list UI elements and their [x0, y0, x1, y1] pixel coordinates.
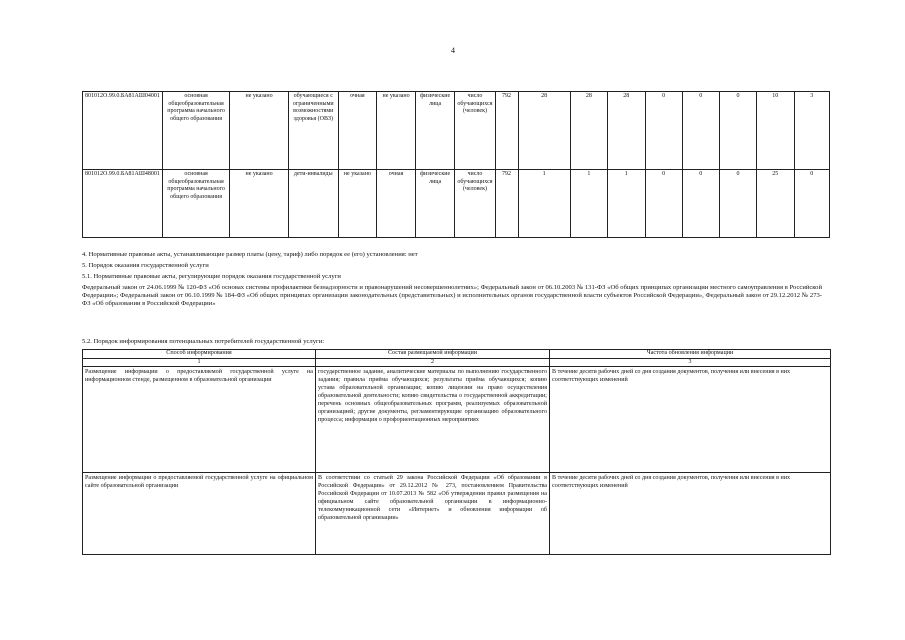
table-cell: не указано — [230, 170, 289, 238]
column-number: 2 — [316, 358, 550, 367]
table-cell: основная общеобразовательная программа начального общего образования — [162, 170, 229, 238]
method-cell: Размещение информации о предоставляемой государственной услуге на официальном сайте образовательной организации — [83, 473, 316, 555]
services-volume-table — [82, 91, 830, 238]
section-4-text: 4. Нормативные правовые акты, устанавливающие размер платы (цену, тариф) либо порядок ее (его) установления: нет — [82, 251, 418, 258]
table-cell: 0 — [645, 170, 682, 238]
frequency-cell: В течение десяти рабочих дней со дня создания документов, получения или внесения в них соответствующих изменений — [550, 473, 831, 555]
table-cell: 792 — [495, 92, 518, 170]
table-header-row — [83, 350, 831, 359]
content-cell: В соответствии со статьей 29 закона Российской Федерации «Об образовании в Российской Федерации» от 29.12.2012 № 273, постановлением Правительства Российской Федерации от 10.07.2013 № 582 «Об утверждении правил размещения на официальном сайте образовательной организации в информационно-телекоммуникационной сети «Интернет» и обновления информации об образовательной организации» — [316, 473, 550, 555]
table-cell: 28 — [570, 92, 607, 170]
table-cell: 3 — [794, 92, 829, 170]
table-cell: 10 — [757, 92, 794, 170]
section-5-2-heading: 5.2. Порядок информирования потенциальных потребителей государственной услуги: — [82, 338, 325, 345]
table-cell: 0 — [682, 92, 719, 170]
table-cell: 792 — [495, 170, 518, 238]
column-header: Состав размещаемой информации — [316, 350, 550, 359]
table-cell: 1 — [570, 170, 607, 238]
table-cell: обучающиеся с ограниченными возможностями здоровья (ОВЗ) — [288, 92, 338, 170]
column-header: Способ информирования — [83, 350, 316, 359]
column-number: 1 — [83, 358, 316, 367]
table-cell: 0 — [719, 92, 756, 170]
informing-table — [82, 349, 831, 555]
table-cell: число обучающихся (человек) — [455, 170, 495, 238]
table-cell: очная — [338, 92, 377, 170]
laws-paragraph: Федеральный закон от 24.06.1999 № 120-ФЗ «Об основах системы профилактики безнадзорности и правонарушений несовершеннолетних»; Федеральный закон от 06.10.2003 № 131-ФЗ «Об общих принципах организации местного самоуправления в Российской Федерации»; Федеральный закон от 06.10.1999 № 184-ФЗ «Об общих принципах организации законодательных (представительных) и исполнительных органов государственной власти субъектов Российской Федерации», Федеральный закон от 29.12.2012 № 273-ФЗ «Об образовании в Российской Федерации» — [82, 284, 822, 308]
table-cell: 25 — [757, 170, 794, 238]
table-row — [83, 367, 831, 473]
page-number: 4 — [451, 46, 455, 55]
table-row — [83, 92, 830, 170]
table-row — [83, 170, 830, 238]
frequency-cell: В течение десяти рабочих дней со дня создания документов, получения или внесения в них соответствующих изменений — [550, 367, 831, 473]
table-cell: число обучающихся (человек) — [455, 92, 495, 170]
table-cell: дети-инвалиды — [288, 170, 338, 238]
table-cell: 1 — [608, 170, 645, 238]
table-cell: 0 — [645, 92, 682, 170]
table-cell: 0 — [719, 170, 756, 238]
section-5-1-heading: 5.1. Нормативные правовые акты, регулирующие порядок оказания государственной услуги — [82, 273, 341, 280]
table-cell: физические лица — [415, 170, 455, 238]
column-number: 3 — [550, 358, 831, 367]
table-cell: 0 — [682, 170, 719, 238]
table-cell: 801012О.99.0.БА81АШ48001 — [83, 170, 163, 238]
method-cell: Размещение информации о предоставляемой государственной услуге на информационном стенде, размещенном в образовательной организации — [83, 367, 316, 473]
table-cell: 0 — [794, 170, 829, 238]
table-cell: физические лица — [415, 92, 455, 170]
column-number-row — [83, 358, 831, 367]
table-row — [83, 473, 831, 555]
content-cell: государственное задание, аналитические материалы по выполнению государственного задания; правила приёма обучающихся; результаты приёма обучающихся; копию устава образовательной организации; копию лицензии на право осуществления образовательной деятельности; копию свидетельства о государственной аккредитации; перечень основных общеобразовательных программ, реализуемых образовательной организацией; другие документы, регламентирующие организацию образовательного процесса; информация о профориентационных мероприятиях — [316, 367, 550, 473]
table-cell: 28 — [608, 92, 645, 170]
table-cell: основная общеобразовательная программа начального общего образования — [162, 92, 229, 170]
table-cell: 801012О.99.0.БА81АШ04001 — [83, 92, 163, 170]
table-cell: не указано — [338, 170, 377, 238]
table-cell: 28 — [518, 92, 570, 170]
section-5-heading: 5. Порядок оказания государственной услуги — [82, 262, 209, 269]
table-cell: не указано — [377, 92, 416, 170]
table-cell: 1 — [518, 170, 570, 238]
column-header: Частота обновления информации — [550, 350, 831, 359]
table-cell: очная — [377, 170, 416, 238]
table-cell: не указано — [230, 92, 289, 170]
